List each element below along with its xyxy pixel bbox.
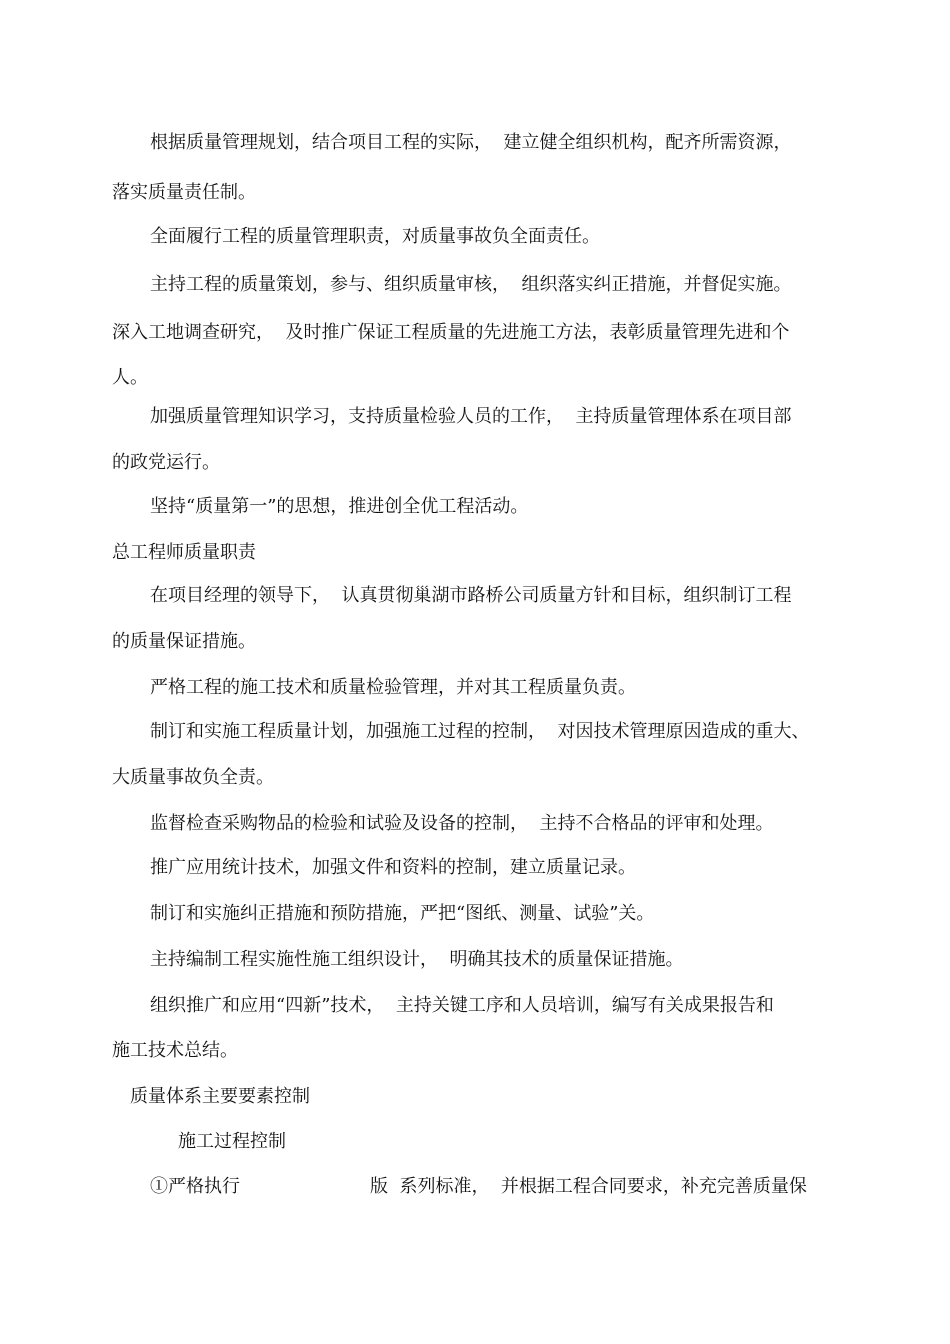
- section-heading: 质量体系主要要素控制: [130, 1086, 310, 1107]
- text-line: 根据质量管理规划，结合项目工程的实际， 建立健全组织机构，配齐所需资源，: [150, 132, 792, 153]
- text-line: 主持编制工程实施性施工组织设计， 明确其技术的质量保证措施。: [150, 949, 684, 970]
- text-line: 施工技术总结。: [112, 1040, 238, 1061]
- text-line: 落实质量责任制。: [112, 182, 256, 203]
- text-line: 主持工程的质量策划，参与、组织质量审核， 组织落实纠正措施，并督促实施。: [150, 274, 792, 295]
- section-heading: 总工程师质量职责: [112, 542, 256, 563]
- text-line: 全面履行工程的质量管理职责，对质量事故负全面责任。: [150, 226, 600, 247]
- text-line: ①严格执行: [150, 1176, 240, 1197]
- text-line: 人。: [112, 367, 148, 388]
- text-line: 监督检查采购物品的检验和试验及设备的控制， 主持不合格品的评审和处理。: [150, 813, 774, 834]
- text-line: 大质量事故负全责。: [112, 767, 274, 788]
- text-line: 深入工地调查研究， 及时推广保证工程质量的先进施工方法，表彰质量管理先进和个: [112, 322, 790, 343]
- text-line: 坚持“质量第一”的思想，推进创全优工程活动。: [150, 496, 529, 517]
- text-line: 加强质量管理知识学习，支持质量检验人员的工作， 主持质量管理体系在项目部: [150, 406, 792, 427]
- text-line: 的质量保证措施。: [112, 631, 256, 652]
- text-line: 版 系列标准， 并根据工程合同要求，补充完善质量保: [370, 1176, 807, 1197]
- text-line: 严格工程的施工技术和质量检验管理，并对其工程质量负责。: [150, 677, 636, 698]
- text-line: 组织推广和应用“四新”技术， 主持关键工序和人员培训，编写有关成果报告和: [150, 995, 774, 1016]
- text-line: 制订和实施纠正措施和预防措施，严把“图纸、测量、试验”关。: [150, 903, 655, 924]
- subsection-heading: 施工过程控制: [178, 1131, 286, 1152]
- text-line: 在项目经理的领导下， 认真贯彻巢湖市路桥公司质量方针和目标，组织制订工程: [150, 585, 792, 606]
- text-line: 的政党运行。: [112, 452, 220, 473]
- text-line: 制订和实施工程质量计划，加强施工过程的控制， 对因技术管理原因造成的重大、: [150, 721, 810, 742]
- text-line: 推广应用统计技术，加强文件和资料的控制，建立质量记录。: [150, 857, 636, 878]
